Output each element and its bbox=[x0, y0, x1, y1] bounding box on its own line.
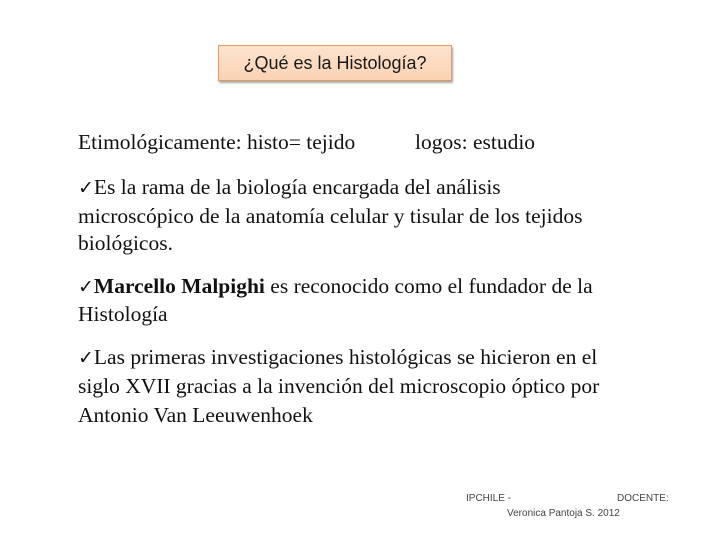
checkmark-icon: ✓ bbox=[78, 177, 94, 199]
bullet-3-line-3: Antonio Van Leeuwenhoek bbox=[78, 403, 313, 427]
bullet-1-line-3: biológicos. bbox=[78, 231, 173, 255]
etymology-meaning: logos: estudio bbox=[415, 130, 536, 154]
bullet-1-line-2: microscópico de la anatomía celular y tisular de los tejidos bbox=[78, 204, 583, 228]
bullet-3-text: Las primeras investigaciones histológicas se hicieron en el bbox=[93, 345, 598, 369]
footer-author: Veronica Pantoja S. 2012 bbox=[507, 508, 620, 519]
checkmark-icon: ✓ bbox=[78, 276, 94, 298]
bullet-3-line-2: siglo XVII gracias a la invención del microscopio óptico por bbox=[78, 374, 600, 398]
bullet-1-line-1 bbox=[78, 175, 501, 201]
footer-org: IPCHILE - bbox=[466, 493, 512, 504]
bullet-2-text: es reconocido como el fundador de la bbox=[264, 274, 593, 298]
malpighi-name: Marcello Malpighi bbox=[93, 274, 265, 298]
slide-title: ¿Qué es la Histología? bbox=[218, 45, 452, 81]
footer-role: DOCENTE: bbox=[617, 493, 669, 504]
etymology-term: Etimológicamente: histo= tejido bbox=[78, 130, 356, 154]
bullet-1-text: Es la rama de la biología encargada del análisis bbox=[93, 175, 501, 199]
bullet-2-line-2: Histología bbox=[78, 302, 168, 326]
bullet-3-line-1 bbox=[78, 345, 597, 371]
bullet-2-line-1 bbox=[78, 274, 593, 300]
checkmark-icon: ✓ bbox=[78, 347, 94, 369]
